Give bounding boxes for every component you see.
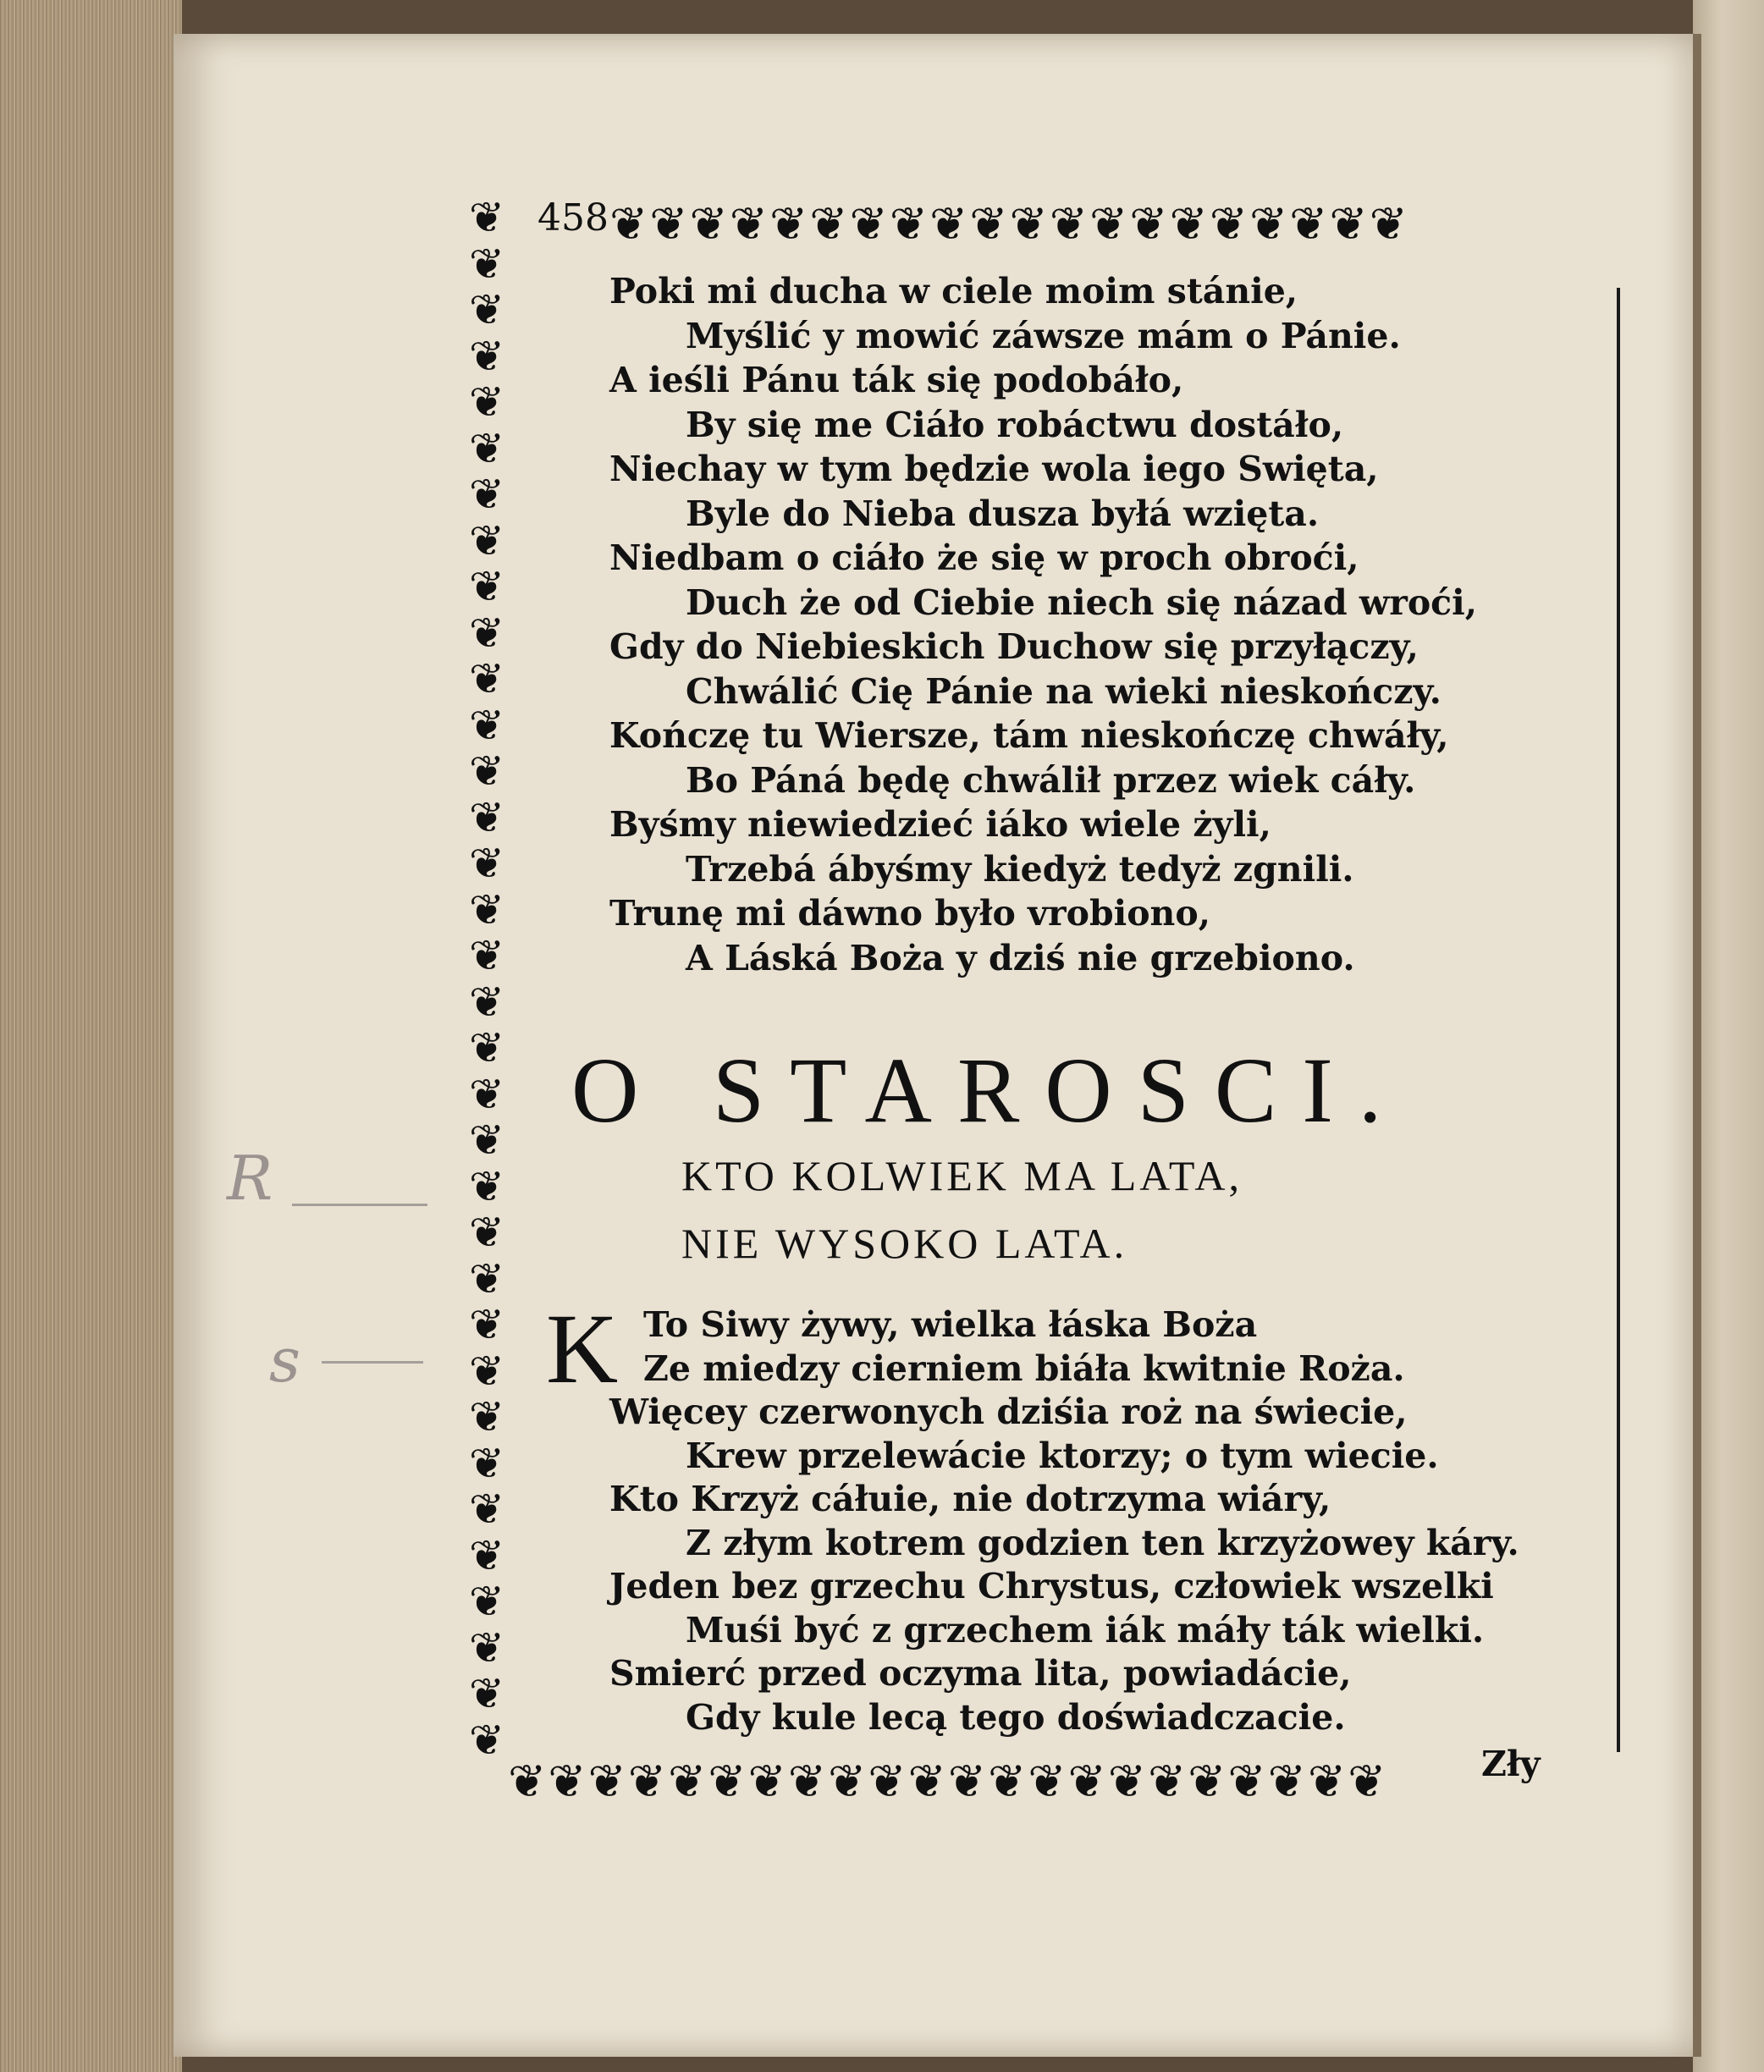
- pencil-dash: [322, 1361, 423, 1364]
- page-number: 458: [537, 196, 609, 240]
- drop-capital: K: [546, 1293, 619, 1404]
- verse-line: Z złym kotrem godzien ten krzyżowey káry.: [686, 1522, 1519, 1563]
- verse-line: Gdy kule lecą tego doświadczacie.: [686, 1696, 1346, 1738]
- verse-line: Ze miedzy cierniem biáła kwitnie Roża.: [643, 1347, 1405, 1389]
- verse-line: Byśmy niewiedzieć iáko wiele żyli,: [609, 804, 1271, 845]
- verse-line: Chwálić Cię Pánie na wieki nieskończy.: [686, 670, 1442, 712]
- pencil-dash: [292, 1204, 427, 1206]
- section-title: O STAROSCI.: [571, 1039, 1408, 1142]
- verse-line: Smierć przed oczyma lita, powiadácie,: [609, 1653, 1352, 1694]
- section-subtitle-2: NIE WYSOKO LATA.: [681, 1220, 1128, 1267]
- verse-line: Jeden bez grzechu Chrystus, człowiek wszelki: [609, 1566, 1494, 1606]
- verse-line: Bo Páná będę chwálił przez wiek cáły.: [686, 759, 1416, 801]
- verse-line: Gdy do Niebieskich Duchow się przyłączy,: [609, 626, 1419, 667]
- verse-line: A ieśli Pánu ták się podobáło,: [609, 360, 1184, 400]
- ruled-border-right: [1617, 288, 1620, 1752]
- pencil-margin-note: s: [269, 1325, 300, 1396]
- verse-line: Byle do Nieba dusza byłá wzięta.: [686, 493, 1320, 534]
- verse-line: Krew przelewácie ktorzy; o tym wiecie.: [686, 1435, 1439, 1476]
- book-gutter: [1693, 0, 1764, 2072]
- pencil-margin-note: R: [227, 1143, 273, 1214]
- book-page-edges: [0, 0, 182, 2072]
- ornament-border-bottom: ❦❦❦❦❦❦❦❦❦❦❦❦❦❦❦❦❦❦❦❦❦❦: [508, 1755, 1388, 1808]
- verse-line: To Siwy żywy, wielka łáska Boża: [643, 1304, 1258, 1345]
- verse-line: Kto Krzyż cáłuie, nie dotrzyma wiáry,: [609, 1479, 1331, 1519]
- verse-line: Poki mi ducha w ciele moim stánie,: [609, 271, 1298, 311]
- verse-line: Myślić y mowić záwsze mám o Pánie.: [686, 315, 1401, 356]
- ornament-border-left: ❦ ❦ ❦ ❦ ❦ ❦ ❦ ❦ ❦ ❦ ❦ ❦ ❦ ❦ ❦ ❦ ❦ ❦ ❦ ❦ ❦ ❦ ❦ ❦ ❦ ❦ ❦ ❦ ❦ ❦ ❦ ❦ ❦ ❦: [469, 195, 504, 1765]
- poem-ending: [609, 269, 1608, 980]
- verse-line: Duch że od Ciebie niech się názad wroći,: [686, 581, 1477, 623]
- verse-line: Niechay w tym będzie wola iego Swięta,: [609, 449, 1379, 489]
- verse-line: Niedbam o ciáło że się w proch obroći,: [609, 537, 1359, 578]
- verse-line: A Láská Boża y dziś nie grzebiono.: [686, 937, 1355, 978]
- verse-line: Trunę mi dáwno było vrobiono,: [609, 893, 1210, 934]
- ornament-border-top: ❦❦❦❦❦❦❦❦❦❦❦❦❦❦❦❦❦❦❦❦: [609, 197, 1409, 251]
- verse-line: Trzebá ábyśmy kiedyż tedyż zgnili.: [686, 848, 1354, 890]
- verse-line: Kończę tu Wiersze, tám nieskończę chwáły,: [609, 715, 1449, 756]
- gutter-shadow: [1693, 34, 1701, 2057]
- verse-line: Muśi być z grzechem iák máły ták wielki.: [686, 1609, 1485, 1650]
- verse-line: Więcey czerwonych dziśia roż na świecie,: [609, 1391, 1408, 1432]
- section-verses: [609, 1303, 1608, 1739]
- catchword: Zły: [1481, 1744, 1541, 1784]
- section-subtitle-1: KTO KOLWIEK MA LATA,: [681, 1152, 1243, 1199]
- verse-line: By się me Ciáło robáctwu dostáło,: [686, 404, 1344, 445]
